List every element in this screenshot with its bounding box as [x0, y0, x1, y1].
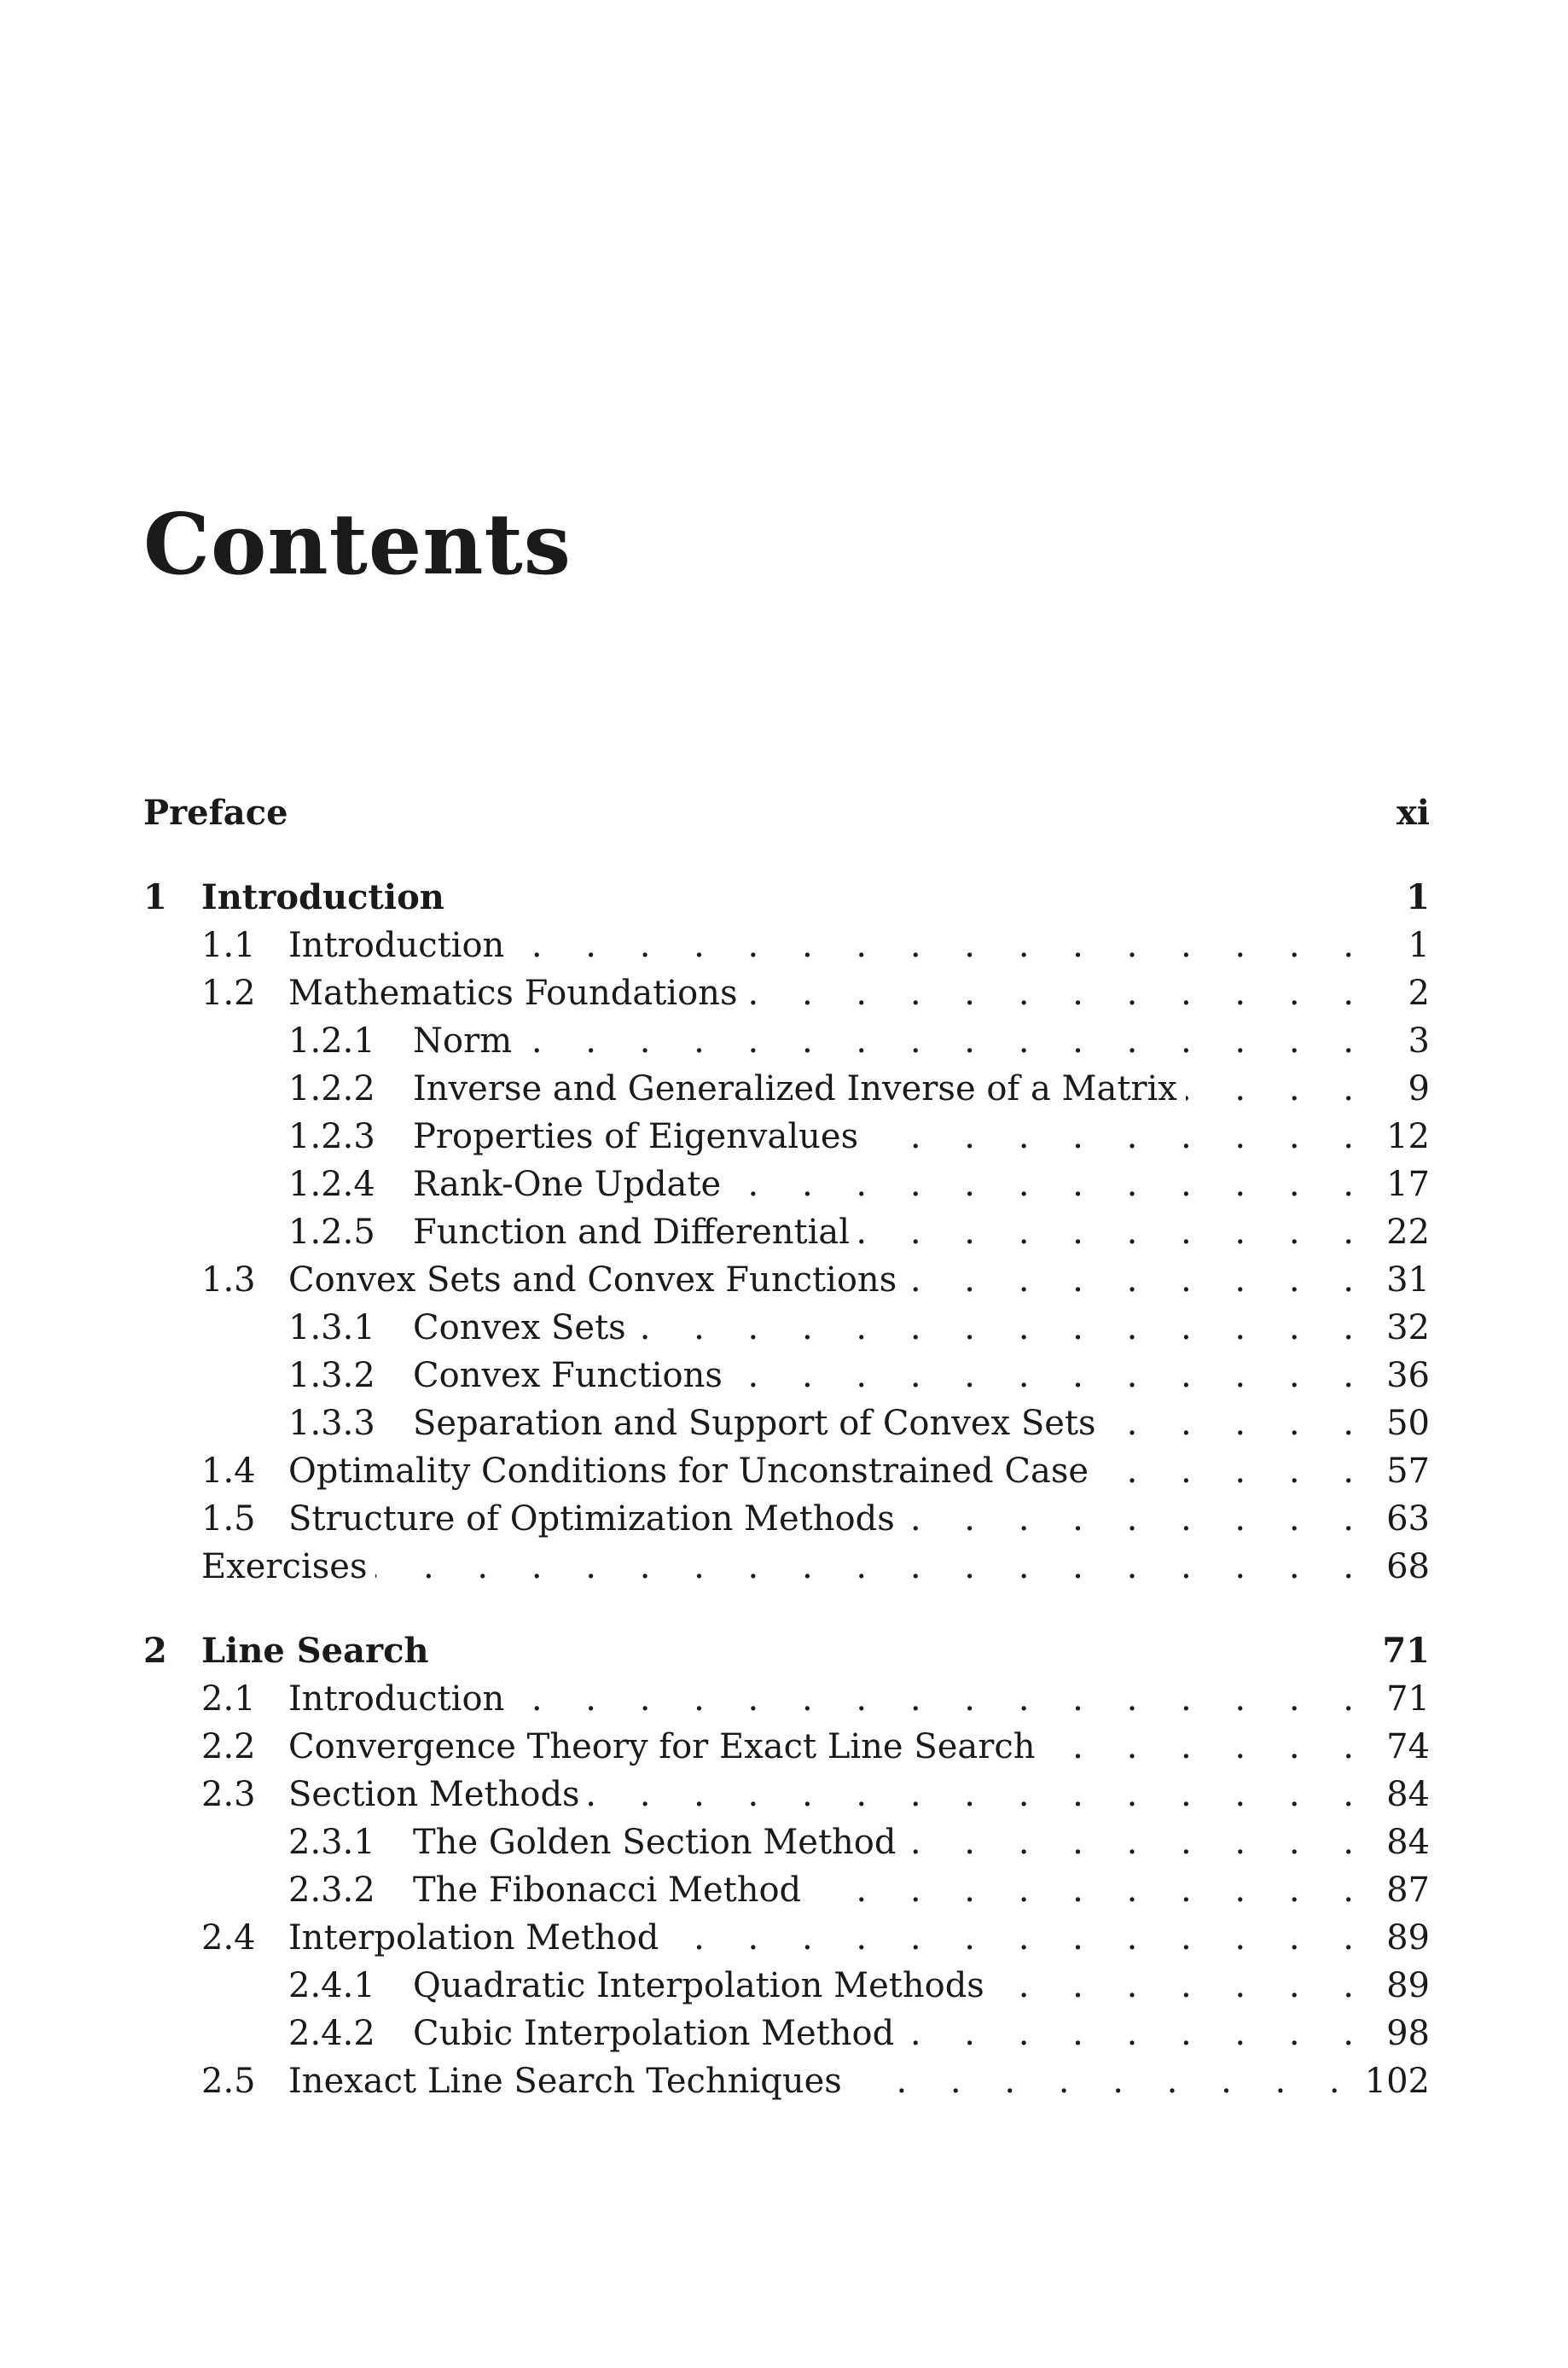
dot-leader [375, 1543, 1370, 1591]
toc-entry-1-3[interactable]: 1.3 Convex Sets and Convex Functions . . . 31 [201, 1256, 1430, 1304]
toc-entry-2-4-1[interactable]: 2.4.1 Quadratic Interpolation Methods . . . 89 [288, 1962, 1430, 2010]
toc-entry-1-2-2[interactable]: 1.2.2 Inverse and Generalized Inverse of a Matrix . . . 9 [288, 1065, 1430, 1113]
toc-entry-1-4[interactable]: 1.4 Optimality Conditions for Unconstrained Case . . . 57 [201, 1447, 1430, 1495]
dot-leader [1097, 1447, 1370, 1495]
dot-leader [520, 1017, 1370, 1065]
toc-entry-exercises-1[interactable]: Exercises . . . 68 [201, 1543, 1430, 1591]
toc-entry-1-3-3[interactable]: 1.3.3 Separation and Support of Convex Sets . . . 50 [288, 1399, 1430, 1447]
toc-entry-1-2-5[interactable]: 1.2.5 Function and Differential . . . 22 [288, 1208, 1430, 1256]
toc-entry-1-5[interactable]: 1.5 Structure of Optimization Methods . . . 63 [201, 1495, 1430, 1543]
dot-leader [1186, 1065, 1370, 1113]
toc-entry-2-3-2[interactable]: 2.3.2 The Fibonacci Method . . . 87 [288, 1866, 1430, 1914]
toc-entry-1-2-4[interactable]: 1.2.4 Rank-One Update . . . 17 [288, 1161, 1430, 1208]
toc-entry-2-2[interactable]: 2.2 Convergence Theory for Exact Line Search . . . 74 [201, 1723, 1430, 1771]
dot-leader [905, 1256, 1370, 1304]
dot-leader [810, 1866, 1370, 1914]
toc-chapter-1[interactable]: 1 Introduction 1 [143, 877, 1430, 917]
dot-leader [904, 1818, 1370, 1866]
toc-entry-1-2-3[interactable]: 1.2.3 Properties of Eigenvalues . . . 12 [288, 1113, 1430, 1161]
toc-entry-1-2-1[interactable]: 1.2.1 Norm . . . 3 [288, 1017, 1430, 1065]
dot-leader [867, 1113, 1370, 1161]
dot-leader [851, 2057, 1356, 2105]
toc-entry-2-3[interactable]: 2.3 Section Methods . . . 84 [201, 1771, 1430, 1818]
dot-leader [1105, 1399, 1371, 1447]
dot-leader [635, 1304, 1370, 1352]
toc-entry-preface[interactable]: Preface xi [143, 793, 1430, 833]
dot-leader [993, 1962, 1370, 2010]
dot-leader [731, 1352, 1370, 1399]
dot-leader [729, 1161, 1370, 1208]
dot-leader [513, 922, 1370, 969]
dot-leader [667, 1914, 1370, 1962]
dot-leader [1044, 1723, 1370, 1771]
dot-leader [746, 969, 1370, 1017]
toc-entry-2-3-1[interactable]: 2.3.1 The Golden Section Method . . . 84 [288, 1818, 1430, 1866]
toc-chapter-2[interactable]: 2 Line Search 71 [143, 1631, 1430, 1671]
toc-entry-2-4-2[interactable]: 2.4.2 Cubic Interpolation Method . . . 98 [288, 2010, 1430, 2057]
toc-entry-2-1[interactable]: 2.1 Introduction . . . 71 [201, 1675, 1430, 1723]
dot-leader [903, 2010, 1370, 2057]
toc-entry-1-1[interactable]: 1.1 Introduction . . . 1 [201, 922, 1430, 969]
dot-leader [513, 1675, 1370, 1723]
toc-entry-1-3-1[interactable]: 1.3.1 Convex Sets . . . 32 [288, 1304, 1430, 1352]
toc-entry-1-2[interactable]: 1.2 Mathematics Foundations . . . 2 [201, 969, 1430, 1017]
dot-leader [858, 1208, 1370, 1256]
dot-leader [589, 1771, 1370, 1818]
page-title: Contents [143, 496, 572, 594]
toc-entry-2-4[interactable]: 2.4 Interpolation Method . . . 89 [201, 1914, 1430, 1962]
dot-leader [903, 1495, 1370, 1543]
toc-entry-2-5[interactable]: 2.5 Inexact Line Search Techniques . . . 102 [201, 2057, 1430, 2105]
toc-entry-1-3-2[interactable]: 1.3.2 Convex Functions . . . 36 [288, 1352, 1430, 1399]
